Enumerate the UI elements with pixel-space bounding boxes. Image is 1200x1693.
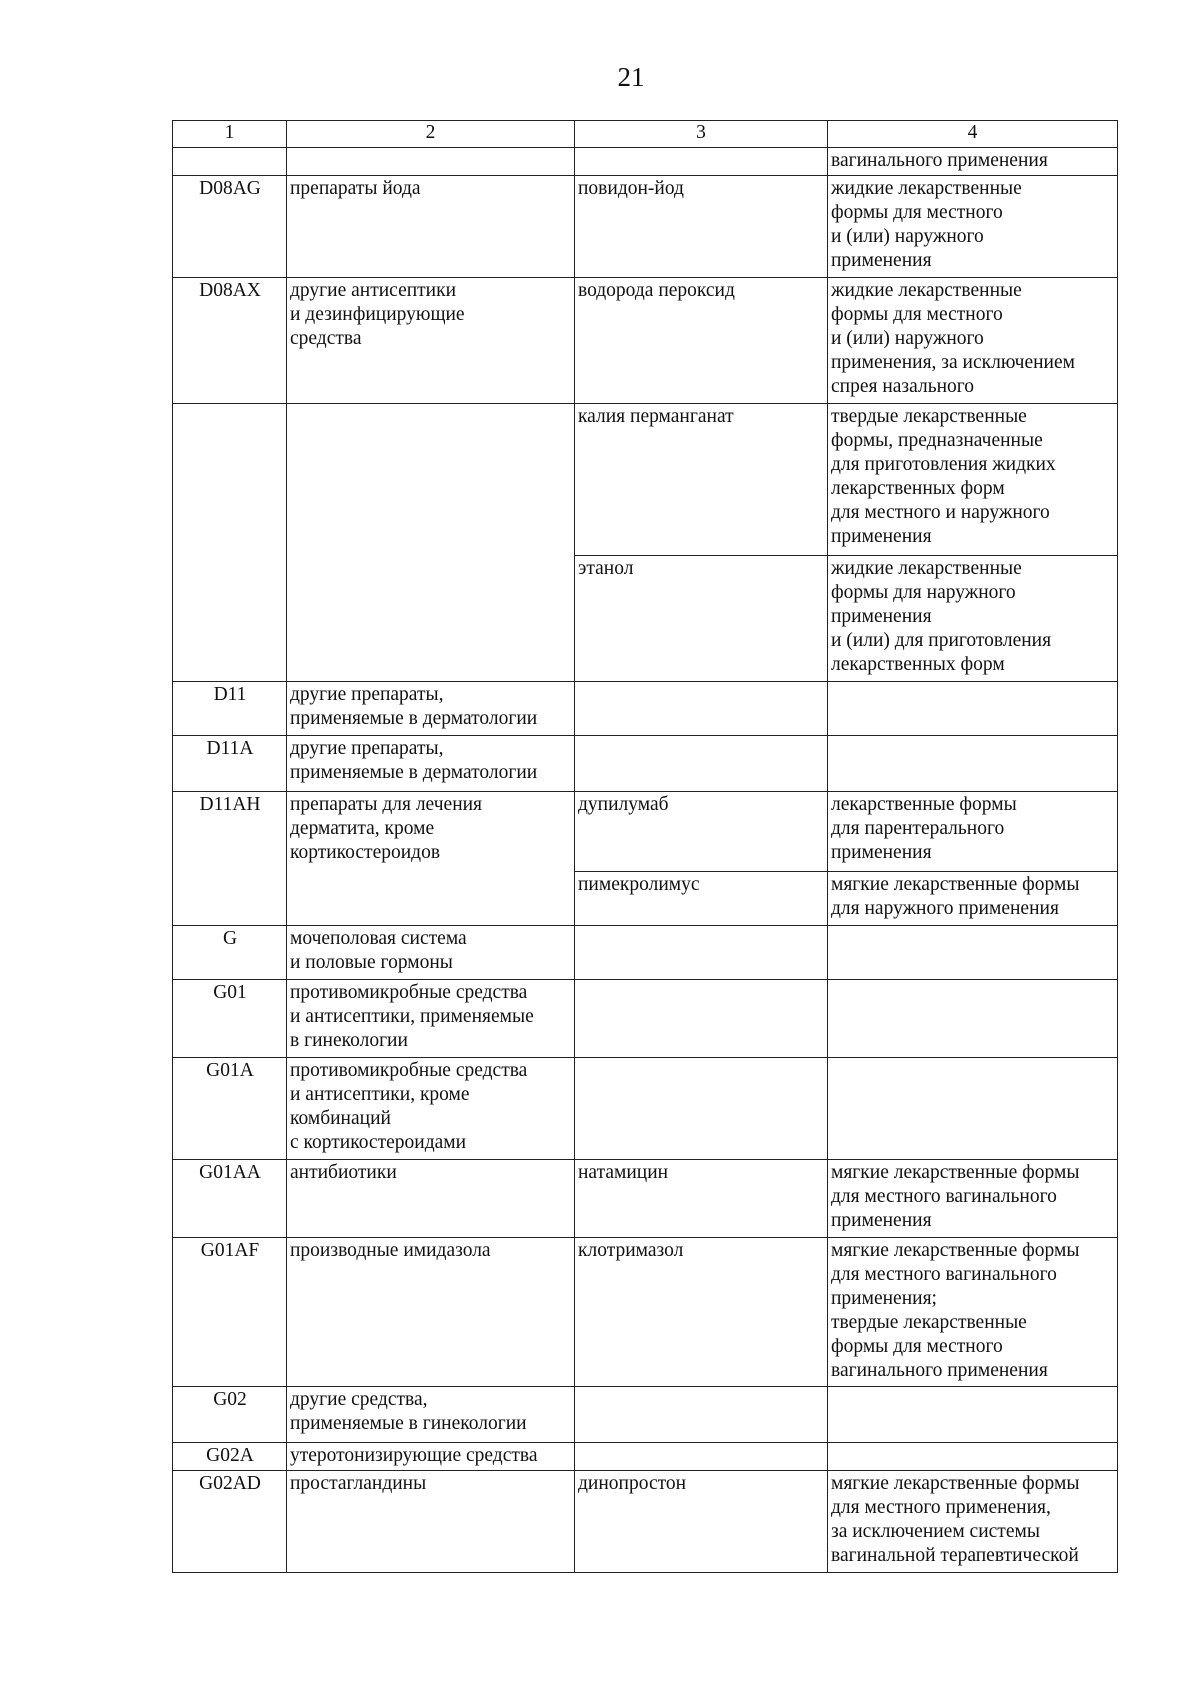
group-name <box>287 148 575 176</box>
drug-name: динопростон <box>575 1471 828 1573</box>
drug-name: повидон-йод <box>575 176 828 278</box>
table-row <box>173 176 1118 278</box>
drug-table <box>172 120 1118 1573</box>
table-row <box>173 682 1118 736</box>
group-name: другие антисептики и дезинфицирующие средства <box>287 278 575 404</box>
dosage-form: мягкие лекарственные формы для местного вагинального применения; твердые лекарственные формы для местного вагинального применения <box>828 1238 1118 1387</box>
atc-code: G <box>173 926 287 980</box>
table-header-row <box>173 121 1118 148</box>
atc-code: G02AD <box>173 1471 287 1573</box>
table-row <box>173 1471 1118 1573</box>
atc-code: G02A <box>173 1443 287 1471</box>
drug-name <box>575 1443 828 1471</box>
table-row <box>173 736 1118 792</box>
dosage-form: жидкие лекарственные формы для местного и (или) наружного применения, за исключением спрея назального <box>828 278 1118 404</box>
dosage-form <box>828 1387 1118 1443</box>
drug-name: пимекролимус <box>575 872 828 926</box>
group-name <box>287 404 575 682</box>
group-name: антибиотики <box>287 1160 575 1238</box>
group-name: препараты для лечения дерматита, кроме кортикостероидов <box>287 792 575 926</box>
header-col-3: 3 <box>575 121 828 148</box>
dosage-form <box>828 980 1118 1058</box>
table-row <box>173 792 1118 872</box>
table-row <box>173 980 1118 1058</box>
drug-name <box>575 682 828 736</box>
atc-code: G01AA <box>173 1160 287 1238</box>
group-name: другие препараты, применяемые в дерматологии <box>287 682 575 736</box>
table-row <box>173 1443 1118 1471</box>
drug-name <box>575 926 828 980</box>
dosage-form: мягкие лекарственные формы для наружного применения <box>828 872 1118 926</box>
dosage-form <box>828 926 1118 980</box>
drug-name: водорода пероксид <box>575 278 828 404</box>
table-row <box>173 278 1118 404</box>
drug-name: дупилумаб <box>575 792 828 872</box>
atc-code: D08AX <box>173 278 287 404</box>
dosage-form <box>828 1443 1118 1471</box>
group-name: противомикробные средства и антисептики, кроме комбинаций с кортикостероидами <box>287 1058 575 1160</box>
group-name: препараты йода <box>287 176 575 278</box>
drug-name: этанол <box>575 556 828 682</box>
drug-name <box>575 980 828 1058</box>
table-row <box>173 1160 1118 1238</box>
dosage-form: вагинального применения <box>828 148 1118 176</box>
dosage-form: жидкие лекарственные формы для наружного применения и (или) для приготовления лекарственных форм <box>828 556 1118 682</box>
header-col-4: 4 <box>828 121 1118 148</box>
page-number: 21 <box>617 62 645 92</box>
header-col-2: 2 <box>287 121 575 148</box>
group-name: мочеполовая система и половые гормоны <box>287 926 575 980</box>
atc-code: G01AF <box>173 1238 287 1387</box>
atc-code: D08AG <box>173 176 287 278</box>
table-row <box>173 926 1118 980</box>
atc-code: G01 <box>173 980 287 1058</box>
dosage-form: мягкие лекарственные формы для местного вагинального применения <box>828 1160 1118 1238</box>
dosage-form: твердые лекарственные формы, предназначенные для приготовления жидких лекарственных форм для местного и наружного применения <box>828 404 1118 556</box>
drug-name: натамицин <box>575 1160 828 1238</box>
table-row <box>173 1238 1118 1387</box>
atc-code: G02 <box>173 1387 287 1443</box>
atc-code: D11AH <box>173 792 287 926</box>
table-row <box>173 1058 1118 1160</box>
dosage-form: жидкие лекарственные формы для местного и (или) наружного применения <box>828 176 1118 278</box>
atc-code: D11 <box>173 682 287 736</box>
table-row <box>173 148 1118 176</box>
dosage-form <box>828 1058 1118 1160</box>
group-name: другие препараты, применяемые в дерматологии <box>287 736 575 792</box>
dosage-form: лекарственные формы для парентерального применения <box>828 792 1118 872</box>
dosage-form <box>828 736 1118 792</box>
dosage-form <box>828 682 1118 736</box>
group-name: противомикробные средства и антисептики, применяемые в гинекологии <box>287 980 575 1058</box>
drug-name <box>575 736 828 792</box>
drug-name <box>575 1387 828 1443</box>
header-col-1: 1 <box>173 121 287 148</box>
group-name: другие средства, применяемые в гинекологии <box>287 1387 575 1443</box>
atc-code <box>173 148 287 176</box>
drug-name <box>575 148 828 176</box>
table-row <box>173 404 1118 556</box>
atc-code: D11A <box>173 736 287 792</box>
dosage-form: мягкие лекарственные формы для местного применения, за исключением системы вагинальной терапевтической <box>828 1471 1118 1573</box>
atc-code <box>173 404 287 682</box>
group-name: утеротонизирующие средства <box>287 1443 575 1471</box>
atc-code: G01A <box>173 1058 287 1160</box>
group-name: производные имидазола <box>287 1238 575 1387</box>
drug-name: клотримазол <box>575 1238 828 1387</box>
table-row <box>173 1387 1118 1443</box>
drug-name <box>575 1058 828 1160</box>
drug-name: калия перманганат <box>575 404 828 556</box>
group-name: простагландины <box>287 1471 575 1573</box>
